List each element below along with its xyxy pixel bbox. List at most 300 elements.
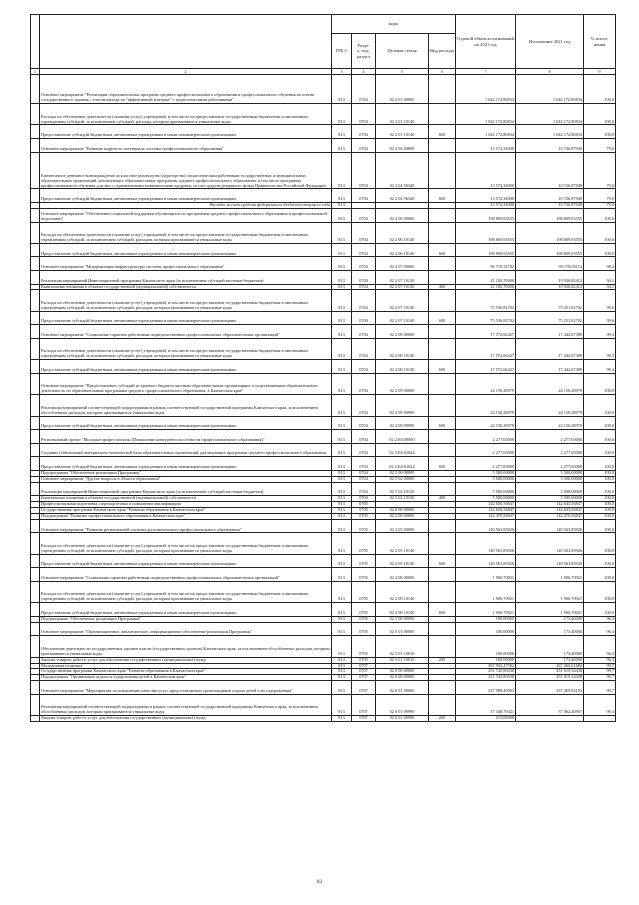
row-razdel: 0705 [352,636,376,657]
header-pct: % испол-нения [584,15,616,69]
header-name [40,15,332,69]
row-razdel: 0707 [352,675,376,681]
row-vid [429,443,456,457]
row-plan: 24 150,28979 [456,395,516,416]
row-done: 2 277,65000 [516,430,584,444]
row-index [31,75,40,104]
row-razdel: 0704 [352,152,376,189]
row-grbs: 813 [332,104,352,125]
table-row [31,681,616,695]
row-pct: 94,1 [584,270,616,284]
table-row [31,533,616,554]
row-target: 02 2 04 00000 [376,139,429,153]
table-row [31,554,616,568]
row-grbs: 813 [332,554,352,568]
table-row [31,290,616,311]
row-target: 02 2 01 00000 [376,75,429,104]
row-name: Основное мероприятие "Развитие региональной системы дополнительного профессионального образования" [40,519,332,533]
row-name: Подпрограмма "Развитие профессионального образования в Камчатском крае" [40,513,332,519]
budget-document-page [30,14,615,722]
table-row [31,443,616,457]
row-grbs: 813 [332,284,352,290]
row-razdel: 0704 [352,284,376,290]
row-grbs: 813 [332,189,352,203]
row-done: 24 150,28979 [516,395,584,416]
row-pct: 100,0 [584,125,616,139]
row-index [31,416,40,430]
row-index [31,222,40,243]
row-grbs: 813 [332,243,352,257]
row-name: Основное мероприятие "Мероприятия по повышению качества услуг, предоставляемых организациями отдыха детей и их оздоровления" [40,681,332,695]
row-done: 75 251,82702 [516,311,584,325]
row-name: Ежемесячное денежное вознаграждение за классное руководство (кураторство) педагогическим работникам государственных и муниципальных образовательных организаций, реализующих образовательные программы среднего профессионального образования, в том числе программы профессионального обучения для лиц с ограниченными возможностями здоровья, за счет средств резервного фонда Правительства Российской Федерации [40,152,332,189]
row-razdel: 0705 [352,616,376,622]
row-target: 02 2 00 00000 [376,513,429,519]
row-plan: 267 992,47582 [456,663,516,669]
row-target: 02 2 E6 61624 [376,457,429,471]
header-done: Исполнение 2021 год [516,15,584,69]
row-target: 02 2 06 00000 [376,208,429,222]
row-name: Закупка товаров, работ и услуг для обеспечения государственных (муниципальных) нужд [40,657,332,663]
row-pct: 79,0 [584,203,616,209]
row-done: 19 926,82412 [516,270,584,284]
row-plan: 75 536,82702 [456,311,516,325]
row-plan: 21 182,70000 [456,270,516,284]
row-razdel: 0705 [352,513,376,519]
row-grbs: 813 [332,203,352,209]
row-plan: 13 574,34000 [456,139,516,153]
row-index [31,325,40,339]
row-done: 140 563,85926 [516,533,584,554]
row-razdel: 0705 [352,622,376,636]
row-target: 02 2 08 00000 [376,568,429,582]
row-name: Подпрограмма "Обеспечение реализации Программы" [40,470,332,476]
row-plan: 1 906,70921 [456,581,516,602]
table-row [31,360,616,374]
row-name: Государственная программа Камчатского края "Развитие образования в Камчатском крае" [40,669,332,675]
row-name: Основное мероприятие "Социальные гарантии работникам подведомственных профессиональных образовательных организаций" [40,568,332,582]
row-vid [429,222,456,243]
row-done: 1 906,70921 [516,568,584,582]
row-vid [429,395,456,416]
row-pct: 100,0 [584,243,616,257]
row-target: 02 2 08 10140 [376,603,429,617]
row-plan: 17 572,66427 [456,338,516,359]
row-razdel: 0704 [352,443,376,457]
row-done: 173,40000 [516,616,584,622]
row-target: 02 2 04 56340 [376,189,429,203]
row-index [31,581,40,602]
row-target: 02 2 08 10140 [376,360,429,374]
row-plan: 198 809,93555 [456,222,516,243]
row-pct: 100,0 [584,502,616,508]
row-name: Предоставление субсидий бюджетным, автономным учреждениям и иным некоммерческим организациям [40,311,332,325]
row-vid: 600 [429,189,456,203]
row-grbs: 813 [332,616,352,622]
row-done: 37 062,20907 [516,694,584,715]
row-index [31,208,40,222]
row-pct: 99,7 [584,669,616,675]
row-grbs: 813 [332,311,352,325]
row-name: Создание (обновление) материально-технической базы образовательных организаций, реализующих программы среднего профессионального образования [40,443,332,457]
row-done: 5 500,00000 [516,470,584,476]
row-target: 02 5 01 10010 [376,657,429,663]
row-plan: 180,00000 [456,636,516,657]
row-razdel: 0705 [352,554,376,568]
row-done: 142 470,56847 [516,513,584,519]
row-razdel: 0704 [352,325,376,339]
row-razdel: 0704 [352,104,376,125]
table-row [31,482,616,496]
row-plan: 96 719,52702 [456,257,516,271]
table-row [31,416,616,430]
row-plan: 5 500,00000 [456,476,516,482]
row-grbs: 813 [332,533,352,554]
row-done: 1 042 172,80834 [516,75,584,104]
row-grbs: 813 [332,694,352,715]
row-index [31,457,40,471]
row-index [31,243,40,257]
row-done: 1 042 172,80834 [516,125,584,139]
row-index [31,519,40,533]
row-razdel: 0704 [352,125,376,139]
row-grbs: 813 [332,669,352,675]
row-done: 10 726,87949 [516,189,584,203]
row-target: 02 2 E6 61624 [376,443,429,457]
row-index [31,443,40,457]
row-grbs: 813 [332,125,352,139]
row-name: Расходы на обеспечение деятельности (оказание услуг) учреждений, в том числе на предоставление государственным бюджетным и автономным учреждениям субсидий, за исключением субсидий, расходов, которым присваиваются уникальные коды [40,581,332,602]
row-plan: 180,00000 [456,657,516,663]
row-grbs: 813 [332,513,352,519]
row-target: 02 2 05 00000 [376,519,429,533]
table-row [31,139,616,153]
row-vid: 600 [429,457,456,471]
row-vid [429,139,456,153]
row-target: 02 5 02 00000 [376,476,429,482]
row-plan: 13 574,34000 [456,152,516,189]
row-vid [429,208,456,222]
row-vid: 600 [429,416,456,430]
row-target: 02 2 08 00000 [376,325,429,339]
row-pct: 100,0 [584,533,616,554]
row-done: 198 809,93555 [516,243,584,257]
table-row [31,325,616,339]
row-plan: 1 906,70921 [456,568,516,582]
row-index [31,152,40,189]
row-pct: 100,0 [584,554,616,568]
row-index [31,257,40,271]
row-name: Подпрограмма "Организация отдыха и оздоровления детей в Камчатском крае" [40,675,332,681]
row-pct: 100,0 [584,603,616,617]
row-grbs: 813 [332,657,352,663]
row-name: Предоставление субсидий бюджетным, автономным учреждениям и иным некоммерческим организациям [40,360,332,374]
row-name: Предоставление субсидий бюджетным, автономным учреждениям и иным некоммерческим организациям [40,603,332,617]
row-name: Региональный проект "Молодые профессионалы (Повышение конкурентоспособности профессионального образования)" [40,430,332,444]
row-razdel: 0704 [352,222,376,243]
row-razdel: 0704 [352,290,376,311]
column-number: 5 [376,69,429,75]
row-razdel: 0704 [352,75,376,104]
row-plan: 142 650,56847 [456,502,516,508]
row-pct: 100,0 [584,470,616,476]
table-row [31,125,616,139]
header-plan: Годовой объем ассигнований на 2021 год [456,15,516,69]
row-vid [429,581,456,602]
row-razdel: 0704 [352,208,376,222]
row-target: 02 2 05 10140 [376,554,429,568]
row-pct: 100,0 [584,513,616,519]
row-pct: 94,1 [584,284,616,290]
row-target: 02 6 01 00000 [376,681,429,695]
row-target: 02 2 01 10140 [376,125,429,139]
row-pct: 100,0 [584,222,616,243]
row-index [31,290,40,311]
row-plan: 24 150,28979 [456,416,516,430]
row-plan: 13 574,34000 [456,189,516,203]
row-pct: 100,0 [584,373,616,394]
row-pct: 100,0 [584,416,616,430]
row-plan: 140 563,85926 [456,533,516,554]
row-razdel: 0704 [352,139,376,153]
row-vid [429,152,456,189]
row-target: 02 2 09 09990 [376,416,429,430]
row-vid [429,270,456,284]
row-pct: 100,0 [584,581,616,602]
row-target: 02 2 07 10140 [376,311,429,325]
table-row [31,75,616,104]
row-grbs: 813 [332,152,352,189]
row-grbs: 813 [332,290,352,311]
row-plan: 13 574,34000 [456,203,516,209]
row-target: 02 5 00 00000 [376,616,429,622]
header-vid: Вид расхода [429,34,456,69]
row-pct: 98,4 [584,257,616,271]
column-number: 8 [516,69,584,75]
row-pct: 99,7 [584,663,616,669]
row-done: 24 150,28979 [516,373,584,394]
row-name: Основное мероприятие "Обеспечение социальной поддержки обучающихся по программам среднего профессионального образования и профессиональной подготовки" [40,208,332,222]
table-row [31,222,616,243]
row-name: Расходы на обеспечение деятельности (оказание услуг) учреждений, в том числе на предоставление государственным бюджетным и автономным учреждениям субсидий, за исключением субсидий, расходов, которым присваиваются уникальные коды [40,338,332,359]
row-pct: 99,6 [584,290,616,311]
row-vid [429,681,456,695]
row-plan: 140 563,85926 [456,519,516,533]
row-name: Реализация мероприятий Инвестиционной программы Камчатского края (за исключением субсидий местным бюджетам) [40,482,332,496]
row-pct: 99,6 [584,311,616,325]
row-name: Предоставление субсидий бюджетным, автономным учреждениям и иным некоммерческим организациям [40,416,332,430]
row-vid [429,568,456,582]
row-vid [429,257,456,271]
row-grbs: 813 [332,139,352,153]
row-name: Капитальные вложения в объекты государственной (муниципальной) собственности [40,496,332,502]
row-razdel: 0704 [352,416,376,430]
row-pct: 99,7 [584,675,616,681]
row-razdel: 0705 [352,603,376,617]
row-name: Предоставление субсидий бюджетным, автономным учреждениям и иным некоммерческим организациям [40,125,332,139]
row-vid: 600 [429,243,456,257]
row-name: Основное мероприятие "Модернизация инфраструктуры системы профессионального образования" [40,257,332,271]
row-name: Государственная программа Камчатского края "Развитие образования в Камчатском крае" [40,508,332,514]
row-razdel: 0707 [352,694,376,715]
row-pct: 100,0 [584,208,616,222]
row-index [31,694,40,715]
row-plan: 2 277,65000 [456,457,516,471]
row-index [31,125,40,139]
row-grbs: 813 [332,373,352,394]
row-plan: 17 572,66427 [456,360,516,374]
row-grbs: 813 [332,603,352,617]
row-done: 142 643,56847 [516,508,584,514]
row-done: 24 150,28979 [516,416,584,430]
row-plan: 75 536,82702 [456,290,516,311]
table-row [31,208,616,222]
row-razdel: 0704 [352,311,376,325]
row-index [31,716,40,722]
row-name: Молодежная политика [40,663,332,669]
column-number: 3 [332,69,352,75]
row-done: 142 643,56847 [516,502,584,508]
row-grbs: 813 [332,457,352,471]
budget-table [30,14,616,722]
row-done: 95 178,05114 [516,257,584,271]
row-pct: 100,0 [584,75,616,104]
row-vid [429,338,456,359]
row-target: 02 2 08 10140 [376,581,429,602]
row-plan: 215,00000 [456,716,516,722]
row-razdel: 0704 [352,257,376,271]
row-index [31,554,40,568]
row-name: Профессиональная подготовка, переподготовка и повышение квалификации [40,502,332,508]
row-pct: 96,3 [584,616,616,622]
row-plan: 5 500,00000 [456,470,516,476]
row-pct: 96,3 [584,657,616,663]
row-name: Предоставление субсидий бюджетным, автономным учреждениям и иным некоммерческим организациям [40,243,332,257]
row-grbs: 813 [332,482,352,496]
row-target: 02 2 01 10140 [376,104,429,125]
row-pct: 100,0 [584,482,616,496]
row-plan: 21 182,70000 [456,284,516,290]
row-vid: 600 [429,360,456,374]
row-done: 17 442,67389 [516,325,584,339]
table-row [31,430,616,444]
row-name: Расходы на обеспечение деятельности (оказание услуг) учреждений, в том числе на предоставление государственным бюджетным и автономным учреждениям субсидий, за исключением субсидий, расходы, которым присваиваются уникальные коды [40,104,332,125]
row-target: 02 5 00 00000 [376,470,429,476]
page-number: 82 [317,880,322,885]
row-pct: 100,0 [584,395,616,416]
row-done: 5 500,00000 [516,482,584,496]
row-name: Основное мероприятие "Предоставление субсидий из краевого бюджета частным образовательным организациям, осуществляющим образовательную деятельность по образовательным программам среднего профессионального образования, в Камчатском крае" [40,373,332,394]
row-plan: 198 809,93555 [456,208,516,222]
column-number: 2 [40,69,332,75]
row-done: 10 726,87949 [516,152,584,189]
row-grbs: 813 [332,395,352,416]
row-done: 173,40000 [516,622,584,636]
row-vid: 200 [429,716,456,722]
row-vid [429,482,456,496]
row-pct: 100,0 [584,519,616,533]
row-pct: 100,0 [584,457,616,471]
row-grbs: 813 [332,663,352,669]
row-target: 02 6 01 09990 [376,694,429,715]
row-name: Предоставление субсидий бюджетным, автономным учреждениям и иным некоммерческим организациям [40,457,332,471]
row-vid [429,104,456,125]
row-target: 02 6 00 00000 [376,675,429,681]
row-done [516,716,584,722]
column-number: 6 [429,69,456,75]
row-razdel: 0704 [352,360,376,374]
row-name: Капитальные вложения в объекты государственной (муниципальной) собственности [40,284,332,290]
row-grbs: 813 [332,675,352,681]
row-vid [429,694,456,715]
row-target: 02 2 07 00000 [376,257,429,271]
row-plan: 237 988,49093 [456,681,516,695]
row-plan: 180,00000 [456,616,516,622]
header-codes: коды [332,15,456,34]
row-done: 267 260,01682 [516,663,584,669]
row-razdel: 0705 [352,508,376,514]
column-number: 9 [584,69,616,75]
header-razdel: Разде- л, под- раздел [352,34,376,69]
table-row [31,395,616,416]
row-done: 10 726,87949 [516,203,584,209]
row-plan: 180,00000 [456,622,516,636]
row-index [31,603,40,617]
row-vid: 400 [429,496,456,502]
row-grbs: 813 [332,622,352,636]
row-razdel: 0704 [352,496,376,502]
row-done: 1 906,70921 [516,581,584,602]
row-razdel: 0704 [352,476,376,482]
row-index [31,681,40,695]
table-row [31,104,616,125]
row-pct: 99,7 [584,681,616,695]
row-name: Реализация мероприятий соответствующей подпрограммы в рамках соответствующей государственной программы Камчатского края, за исключением обособленных расходов, которым присваиваются уникальные коды [40,694,332,715]
row-target: 02 2 08 10140 [376,338,429,359]
row-done: 140 563,85926 [516,554,584,568]
table-row [31,257,616,271]
row-pct: 99,3 [584,325,616,339]
row-vid: 600 [429,125,456,139]
row-pct: 100,0 [584,104,616,125]
row-razdel: 0704 [352,373,376,394]
row-grbs: 813 [332,568,352,582]
row-name: Расходы на обеспечение деятельности (оказание услуг) учреждений, в том числе на предоставление государственным бюджетным и автономным учреждениям субсидий, за исключением субсидий, расходов, которым присваиваются уникальные коды [40,533,332,554]
row-razdel: 0707 [352,681,376,695]
row-grbs: 813 [332,496,352,502]
table-row [31,622,616,636]
header-grbs: ГРБ С [332,34,352,69]
row-done: 198 809,93555 [516,208,584,222]
row-grbs: 813 [332,508,352,514]
row-plan: 251 745,80338 [456,669,516,675]
row-plan: 2 277,65000 [456,443,516,457]
row-done: 251 019,34438 [516,675,584,681]
row-razdel: 0704 [352,470,376,476]
table-row [31,152,616,189]
row-done: 75 251,82702 [516,290,584,311]
row-grbs: 813 [332,502,352,508]
row-razdel: 0705 [352,533,376,554]
row-name: Подпрограмма "Обеспечение реализации Программы" [40,616,332,622]
row-done: 5 500,00000 [516,496,584,502]
row-done: 2 277,65000 [516,443,584,457]
row-name: Обеспечение деятельности государственных органов власти (государственных органов) Камчатского края, за исключением обособленных расходов, которым присваиваются уникальные коды [40,636,332,657]
row-plan: 251 745,80338 [456,675,516,681]
row-done: 1 906,70921 [516,603,584,617]
row-grbs: 813 [332,430,352,444]
row-done: 237 269,82193 [516,681,584,695]
